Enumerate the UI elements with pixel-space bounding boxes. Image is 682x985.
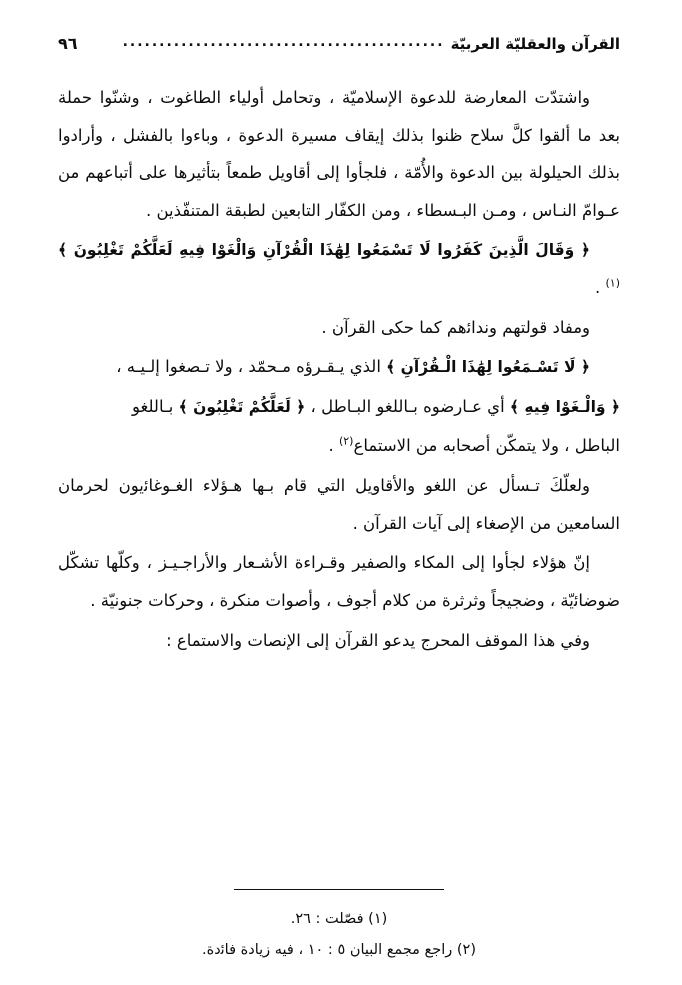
exegesis-text-1: الذي يـقـرؤه مـحمّد ، ولا تـصغوا إلـيـه ، xyxy=(116,357,381,377)
footnote-2: (٢) راجع مجمع البيان ٥ : ١٠ ، فيه زيادة فاﺋدة. xyxy=(201,941,476,958)
header-dot-leader: ............................................ xyxy=(122,34,445,50)
verse-quote-line xyxy=(58,231,620,306)
verse-period: . xyxy=(594,278,601,298)
footnote-marker-2: (٢) xyxy=(338,434,354,448)
quran-fragment-2: ﴿ وَالْـغَوْا فِيهِ ﴾ xyxy=(509,397,620,416)
exegesis-line-1 xyxy=(58,348,620,386)
quran-fragment-1: ﴿ لَا تَسْـمَعُوا لِهَٰذَا الْـقُرْآنِ ﴾ xyxy=(386,358,590,377)
paragraph-2: ومفاد قولتهم ونداﺋهم كما حكى القرآن . xyxy=(321,317,590,337)
paragraph-1: واشتدّت المعارضة للدعوة الإسلاميّة ، وتحامل أولياء الطاغوت ، وشنّوا حملة بعد ما ألقوا كلَّ سلاح ظنوا بذلك إيقاف مسيرة الدعوة ، وباءوا بالفشل ، وأرادوا بذلك الحيلولة بين الدعوة والأُمّة ، فلجأوا إلى أقاويل طمعاً بتأثيرها على أتباعهم من عـوامّ النـاس ، ومـن البـسطاء ، ومن الكفّار التابعين لطبقة المتنفّذين . xyxy=(58,88,620,220)
quran-verse: ﴿ وَقَالَ الَّذِينَ كَفَرُوا لَا تَسْمَعُوا لِهَٰذَا الْقُرْآنِ وَالْغَوْا فِيهِ لَعَلَّكُمْ تَغْلِبُونَ ﴾ xyxy=(58,241,590,260)
book-title: القرآن والعقليّة العربيّة xyxy=(450,35,620,53)
exegesis-text-2: أي عـارضوه بـاللغو البـاطل ، xyxy=(310,396,505,416)
paragraph-3: ولعلّكَ تـسأل عن اللغو والأقاويل التي قام بـها هـؤلاء الغـوغاﺋيون لحرمان السامعين من الإصغاء إلى آيات القرآن . xyxy=(58,476,620,533)
page-body xyxy=(58,79,620,661)
page-header xyxy=(58,34,620,53)
footnote-area xyxy=(58,889,620,965)
exegesis-line-2 xyxy=(58,388,620,426)
exegesis-text-3: بـاللغو xyxy=(131,396,174,416)
exegesis-line-3 xyxy=(58,427,620,465)
footnote-1: (١) فصّلت : ٢٦. xyxy=(290,911,388,928)
exegesis-period: . xyxy=(328,436,334,456)
paragraph-4: إنّ هؤلاء لجأوا إلى المكاء والصفير وقـراءة الأشـعار والأراجـيـز ، وكلّها تشكّل ضوضاﺋيّة ، وضجيجاً وثرثرة من كلام أجوف ، وأصوات منكرة ، وحركات جنونيّة . xyxy=(58,553,620,610)
quran-fragment-3: ﴿ لَعَلَّكُمْ تَغْلِبُونَ ﴾ xyxy=(178,397,306,416)
footnote-marker-1: (١) xyxy=(605,276,620,290)
footnote-divider xyxy=(234,889,444,891)
page-number: ٩٦ xyxy=(58,34,78,53)
exegesis-text-4: الباطل ، ولا يتمكّن أصحابه من الاستماع xyxy=(353,436,620,456)
paragraph-5: وفي هذا الموقف المحرج يدعو القرآن إلى الإنصات والاستماع : xyxy=(166,630,590,650)
